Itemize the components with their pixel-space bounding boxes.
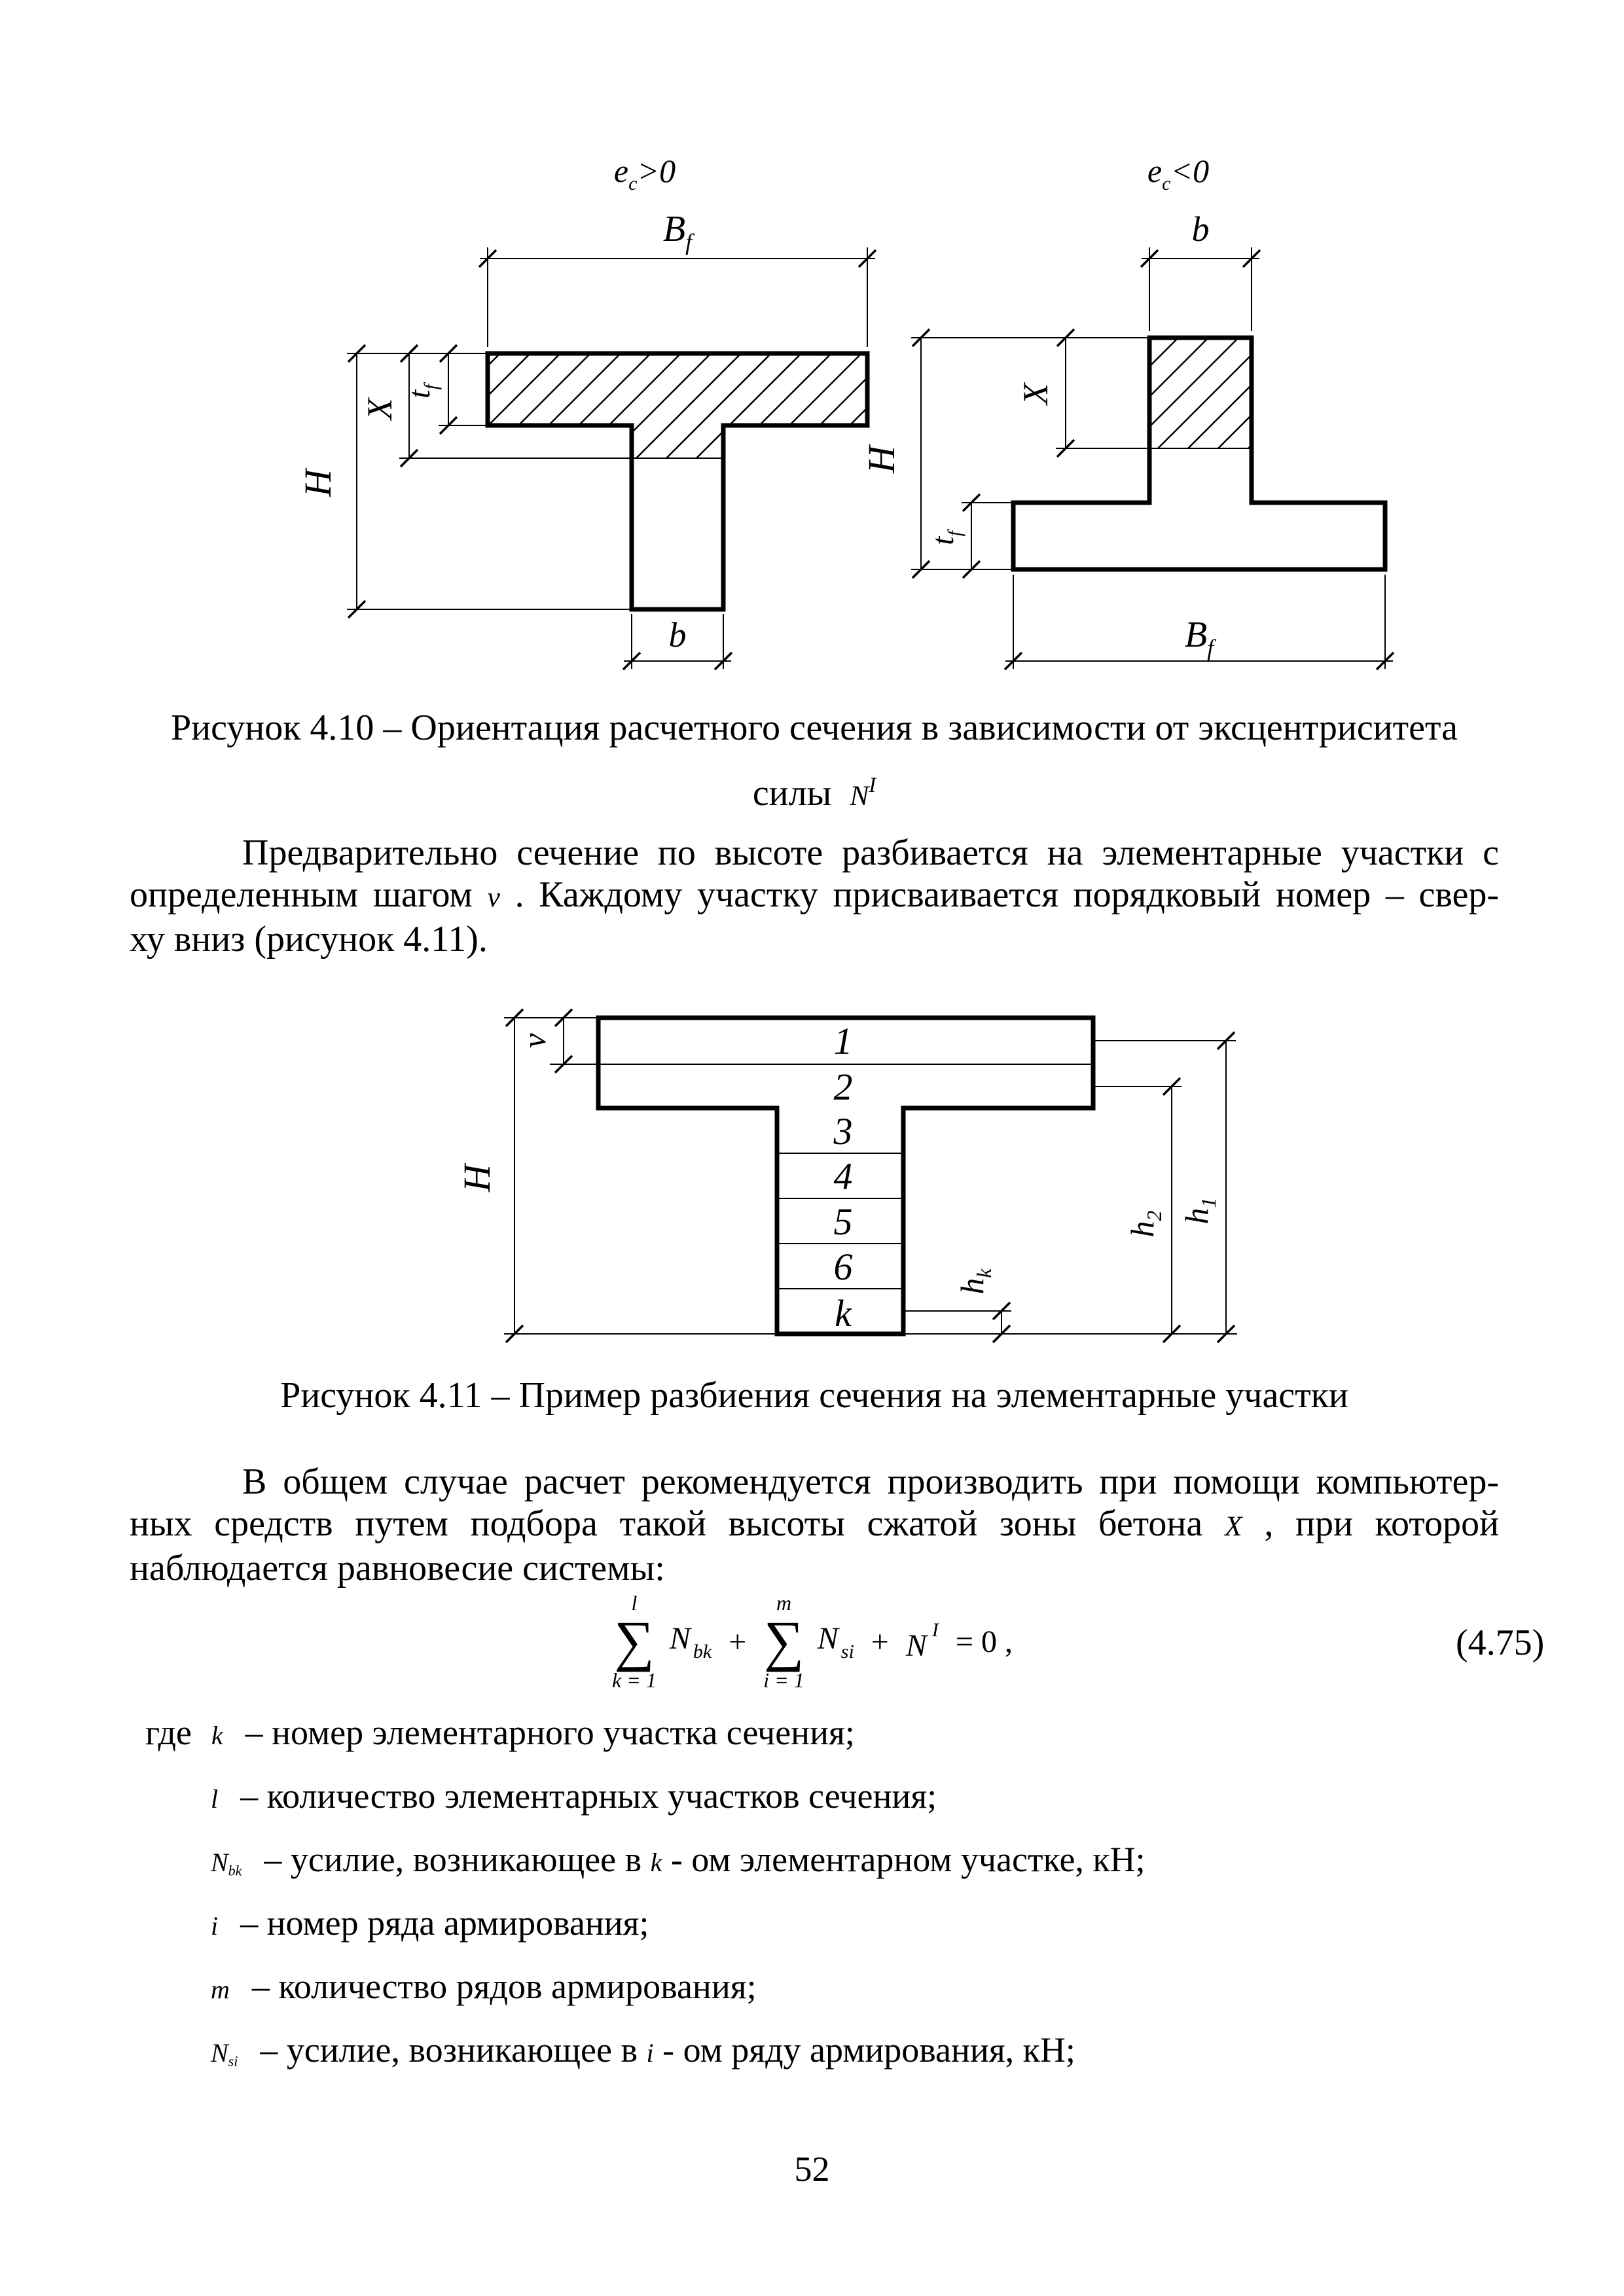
dim-label-Bf: $B_f$ [1184, 615, 1214, 661]
strip-number: k [835, 1292, 852, 1335]
compressed-zone-hatch [488, 353, 867, 458]
eccentricity-label-positive: $e_c>0$ [613, 152, 676, 194]
dim-label-H: H [860, 446, 903, 473]
term-Nsi: N $_{si}$ [817, 1621, 854, 1662]
dim-label-tf: $t_f$ [402, 384, 442, 399]
summation-steel: m ∑ i = 1 [763, 1591, 804, 1692]
paragraph-line: ных средств путем подбора такой высоты сжатой зоны бетона X , при которой [130, 1503, 1500, 1544]
definition-item-i: i – номер ряда армирования; [211, 1903, 649, 1943]
strip-number: 3 [833, 1110, 853, 1153]
definition-item-Nbk: Nbk – усилие, возникающее в k - ом элементарном участке, кН; [211, 1840, 1146, 1879]
dim-label-X: X [1016, 383, 1055, 405]
dim-label-b: b [668, 615, 687, 655]
t-section-ec-negative [860, 152, 1394, 670]
paragraph-line: ху вниз (рисунок 4.11). [130, 919, 488, 960]
page-number: 52 [794, 2149, 830, 2189]
paragraph-line: Предварительно сечение по высоте разбивается на элементарные участки с [242, 833, 1499, 873]
sigma-symbol: ∑ [763, 1609, 804, 1673]
t-section-ec-positive [297, 152, 876, 670]
strip-number: 5 [833, 1200, 853, 1243]
definition-item-Nsi: Nsi – усилие, возникающее в i - ом ряду армирования, кН; [211, 2030, 1075, 2070]
eccentricity-label-negative: $e_c<0$ [1147, 152, 1210, 194]
equation-4-75 [130, 1576, 1499, 1707]
figure-4-10-caption [130, 699, 1499, 825]
dim-label-b: b [1191, 209, 1210, 249]
figure-4-11-caption: Рисунок 4.11 – Пример разбиения сечения на элементарные участки [280, 1375, 1348, 1416]
caption-line-1: Рисунок 4.10 – Ориентация расчетного сечения в зависимости от эксцентриситета [171, 708, 1458, 748]
paragraph-line: наблюдается равновесие системы: [130, 1548, 665, 1588]
definition-item-k: где k – номер элементарного участка сечения; [145, 1713, 855, 1752]
definition-item-l: l – количество элементарных участков сечения; [211, 1776, 937, 1816]
dim-label-Bf: $B_f$ [662, 209, 693, 255]
term-Nbk: N $_{bk}$ [669, 1621, 712, 1662]
paragraph-2 [130, 1461, 1499, 1589]
dim-label-v: v [516, 1033, 552, 1049]
figure-4-11-strip-division [406, 1001, 1257, 1368]
strip-number: 4 [833, 1155, 853, 1198]
summation-concrete: l ∑ k = 1 [612, 1591, 657, 1692]
term-N-force: N $^I$ [905, 1619, 939, 1663]
caption-line-2: силы $N^I$ [752, 773, 876, 814]
dim-label-h1: $h_1$ [1178, 1197, 1220, 1225]
figure-4-10-cross-sections [295, 137, 1420, 700]
strip-number: 6 [833, 1246, 853, 1288]
strip-number: 2 [833, 1066, 853, 1108]
plus-operator: + [729, 1624, 747, 1659]
dim-label-X: X [360, 398, 399, 420]
equation-number: (4.75) [1456, 1623, 1545, 1663]
paragraph-1 [130, 832, 1499, 960]
compressed-zone-hatch [1149, 338, 1252, 448]
dim-label-h2: $h_2$ [1124, 1210, 1166, 1238]
dim-label-H: H [456, 1164, 498, 1192]
sigma-symbol: ∑ [614, 1609, 655, 1673]
dim-label-H: H [297, 469, 339, 497]
paragraph-line: определенным шагом v . Каждому участку присваивается порядковый номер – свер- [130, 874, 1499, 915]
equals-zero: = 0 , [955, 1624, 1013, 1659]
dim-label-hk: $h_k$ [954, 1268, 996, 1295]
definition-item-m: m – количество рядов армирования; [211, 1967, 757, 2006]
plus-operator: + [871, 1624, 889, 1659]
dim-label-tf: $t_f$ [926, 531, 965, 545]
paragraph-line: В общем случае расчет рекомендуется производить при помощи компьютер- [242, 1462, 1499, 1502]
strip-number: 1 [833, 1020, 853, 1062]
